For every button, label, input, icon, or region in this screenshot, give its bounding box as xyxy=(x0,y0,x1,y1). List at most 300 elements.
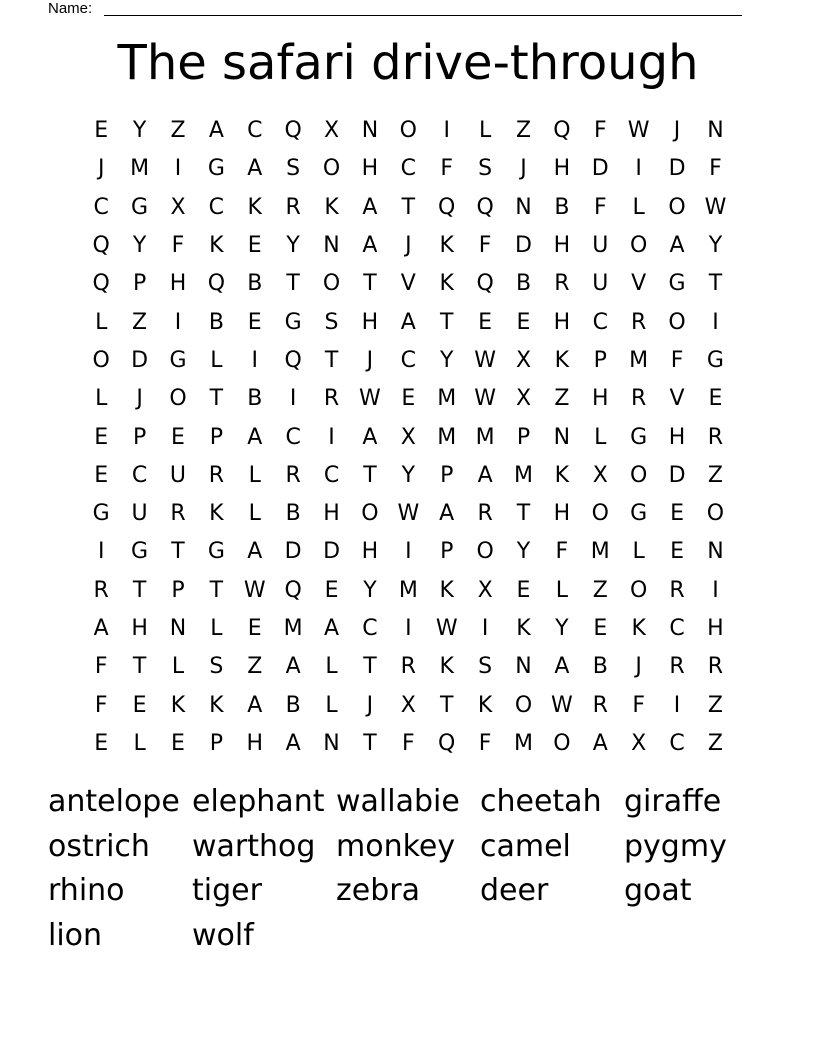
grid-letter[interactable]: Q xyxy=(476,194,494,220)
grid-letter[interactable]: B xyxy=(247,271,263,297)
grid-letter[interactable]: A xyxy=(592,730,608,756)
grid-letter[interactable]: Z xyxy=(132,309,148,335)
grid-letter[interactable]: R xyxy=(285,194,301,220)
grid-letter[interactable]: I xyxy=(481,616,489,641)
grid-letter[interactable]: T xyxy=(171,539,185,565)
grid-letter[interactable]: V xyxy=(400,271,416,297)
grid-letter[interactable]: K xyxy=(439,577,454,603)
grid-letter[interactable]: K xyxy=(209,692,224,718)
grid-letter[interactable]: R xyxy=(631,309,647,335)
grid-letter[interactable]: E xyxy=(708,386,723,412)
grid-letter[interactable]: O xyxy=(514,692,533,718)
grid-letter[interactable]: W xyxy=(551,692,573,718)
grid-letter[interactable]: E xyxy=(247,233,262,259)
grid-letter[interactable]: M xyxy=(437,386,457,412)
grid-letter[interactable]: W xyxy=(627,118,650,144)
grid-letter[interactable]: L xyxy=(594,424,607,450)
grid-letter[interactable]: M xyxy=(475,424,495,450)
grid-letter[interactable]: A xyxy=(247,424,263,450)
grid-letter[interactable]: Q xyxy=(438,730,456,756)
grid-letter[interactable]: R xyxy=(323,386,340,412)
grid-letter[interactable]: Z xyxy=(592,577,608,603)
grid-letter[interactable]: I xyxy=(405,539,412,565)
grid-letter[interactable]: Z xyxy=(707,730,723,756)
grid-letter[interactable]: A xyxy=(362,424,378,450)
grid-letter[interactable]: I xyxy=(443,118,450,144)
grid-letter[interactable]: O xyxy=(322,156,341,182)
grid-letter[interactable]: O xyxy=(169,386,187,412)
grid-letter[interactable]: I xyxy=(673,692,681,718)
grid-letter[interactable]: X xyxy=(515,386,532,412)
grid-letter[interactable]: B xyxy=(208,309,224,335)
grid-letter[interactable]: O xyxy=(668,309,686,335)
grid-letter[interactable]: L xyxy=(478,118,492,144)
grid-letter[interactable]: A xyxy=(439,501,455,527)
grid-letter[interactable]: F xyxy=(440,156,454,182)
grid-letter[interactable]: G xyxy=(630,424,648,450)
grid-letter[interactable]: J xyxy=(635,654,642,680)
grid-letter[interactable]: X xyxy=(400,692,416,718)
grid-letter[interactable]: N xyxy=(553,424,571,450)
grid-letter[interactable]: D xyxy=(668,462,686,488)
grid-letter[interactable]: A xyxy=(362,233,378,259)
grid-letter[interactable]: I xyxy=(328,424,335,450)
grid-letter[interactable]: T xyxy=(209,577,224,603)
grid-letter[interactable]: M xyxy=(283,616,303,641)
grid-letter[interactable]: Z xyxy=(707,692,723,718)
grid-letter[interactable]: N xyxy=(323,233,340,259)
grid-letter[interactable]: R xyxy=(477,501,493,527)
word-list-item: wolf xyxy=(192,917,254,953)
word-list-item: tiger xyxy=(192,873,262,908)
grid-letter[interactable]: P xyxy=(209,730,223,756)
grid-letter[interactable]: N xyxy=(515,194,532,220)
grid-letter[interactable]: J xyxy=(366,692,374,718)
grid-letter[interactable]: O xyxy=(361,501,379,527)
grid-letter[interactable]: Z xyxy=(247,654,263,680)
grid-letter[interactable]: F xyxy=(478,233,492,259)
grid-letter[interactable]: A xyxy=(554,654,570,680)
grid-letter[interactable]: E xyxy=(516,577,531,603)
grid-letter[interactable]: L xyxy=(210,616,223,641)
grid-letter[interactable]: L xyxy=(95,309,108,335)
grid-letter[interactable]: H xyxy=(323,501,340,527)
grid-letter[interactable]: F xyxy=(593,194,607,220)
grid-letter[interactable]: W xyxy=(359,386,381,412)
grid-letter[interactable]: G xyxy=(131,539,149,565)
grid-letter[interactable]: R xyxy=(707,424,724,450)
grid-letter[interactable]: O xyxy=(630,462,648,488)
grid-letter[interactable]: G xyxy=(630,501,648,527)
word-list-item: giraffe xyxy=(624,784,722,819)
grid-letter[interactable]: N xyxy=(707,118,724,144)
grid-letter[interactable]: L xyxy=(95,386,108,412)
grid-letter[interactable]: X xyxy=(592,462,608,488)
grid-letter[interactable]: O xyxy=(92,347,110,373)
grid-letter[interactable]: G xyxy=(131,194,149,220)
grid-letter[interactable]: K xyxy=(631,616,646,641)
grid-letter[interactable]: E xyxy=(171,730,185,756)
grid-letter[interactable]: F xyxy=(94,654,108,680)
grid-letter[interactable]: M xyxy=(130,156,150,182)
grid-letter[interactable]: X xyxy=(515,347,532,373)
grid-letter[interactable]: M xyxy=(590,539,610,565)
grid-letter[interactable]: G xyxy=(284,309,302,335)
grid-letter[interactable]: Y xyxy=(363,577,377,603)
grid-letter[interactable]: O xyxy=(553,730,571,756)
grid-letter[interactable]: D xyxy=(284,539,302,565)
grid-letter[interactable]: H xyxy=(131,616,148,641)
grid-letter[interactable]: E xyxy=(247,616,262,641)
page-title: The safari drive-through xyxy=(117,35,699,91)
grid-letter[interactable]: S xyxy=(478,156,493,182)
grid-letter[interactable]: Y xyxy=(401,462,416,488)
grid-letter[interactable]: O xyxy=(399,118,417,144)
grid-letter[interactable]: N xyxy=(515,654,532,680)
grid-letter[interactable]: Z xyxy=(515,118,532,144)
grid-letter[interactable]: I xyxy=(97,539,105,565)
grid-letter[interactable]: X xyxy=(324,118,340,144)
grid-letter[interactable]: U xyxy=(592,233,609,259)
grid-letter[interactable]: Q xyxy=(92,233,110,259)
grid-letter[interactable]: E xyxy=(401,386,416,412)
grid-letter[interactable]: R xyxy=(631,386,647,412)
grid-letter[interactable]: L xyxy=(555,577,569,603)
grid-letter[interactable]: B xyxy=(285,692,301,718)
grid-letter[interactable]: W xyxy=(474,386,496,412)
grid-letter[interactable]: C xyxy=(400,156,416,182)
grid-letter[interactable]: F xyxy=(593,118,607,144)
grid-letter[interactable]: Z xyxy=(170,118,186,144)
grid-letter[interactable]: L xyxy=(171,654,185,680)
grid-letter[interactable]: F xyxy=(670,347,684,373)
grid-letter[interactable]: T xyxy=(286,271,300,297)
grid-letter[interactable]: T xyxy=(132,577,147,603)
grid-letter[interactable]: E xyxy=(171,424,185,450)
grid-letter[interactable]: L xyxy=(632,539,645,565)
grid-letter[interactable]: L xyxy=(248,462,261,488)
grid-letter[interactable]: Q xyxy=(438,194,456,220)
grid-letter[interactable]: L xyxy=(325,654,338,680)
grid-letter[interactable]: Q xyxy=(553,118,571,144)
grid-letter[interactable]: W xyxy=(474,347,496,373)
grid-letter[interactable]: U xyxy=(169,462,187,488)
grid-letter[interactable]: D xyxy=(591,156,609,182)
grid-letter[interactable]: R xyxy=(400,654,416,680)
grid-letter[interactable]: L xyxy=(248,501,261,527)
grid-letter[interactable]: E xyxy=(94,462,109,488)
grid-letter[interactable]: T xyxy=(363,730,377,756)
grid-letter[interactable]: Y xyxy=(132,118,147,144)
grid-letter[interactable]: O xyxy=(591,501,609,527)
grid-letter[interactable]: R xyxy=(93,577,109,603)
word-list-item: lion xyxy=(48,917,103,953)
grid-letter[interactable]: Q xyxy=(476,271,494,297)
grid-letter[interactable]: R xyxy=(554,271,570,297)
grid-letter[interactable]: D xyxy=(668,156,686,182)
grid-letter[interactable]: H xyxy=(361,309,379,335)
grid-letter[interactable]: A xyxy=(285,654,301,680)
grid-letter[interactable]: A xyxy=(208,118,224,144)
grid-letter[interactable]: Q xyxy=(92,271,110,297)
grid-letter[interactable]: C xyxy=(285,424,301,450)
grid-letter[interactable]: O xyxy=(706,501,725,527)
grid-letter[interactable]: G xyxy=(207,539,225,565)
grid-letter[interactable]: A xyxy=(669,233,685,259)
grid-letter[interactable]: N xyxy=(323,730,340,756)
grid-letter[interactable]: K xyxy=(477,692,493,718)
grid-letter[interactable]: K xyxy=(554,347,570,373)
grid-letter[interactable]: C xyxy=(362,616,378,641)
grid-letter[interactable]: O xyxy=(668,194,686,220)
grid-letter[interactable]: H xyxy=(707,616,724,641)
grid-letter[interactable]: T xyxy=(324,347,339,373)
grid-letter[interactable]: A xyxy=(285,730,301,756)
grid-letter[interactable]: Q xyxy=(207,271,226,297)
grid-letter[interactable]: E xyxy=(94,118,109,144)
grid-letter[interactable]: H xyxy=(553,309,571,335)
grid-letter[interactable]: A xyxy=(362,194,378,220)
grid-letter[interactable]: X xyxy=(631,730,647,756)
word-search-grid xyxy=(82,112,735,763)
grid-letter[interactable]: T xyxy=(132,654,147,680)
grid-letter[interactable]: P xyxy=(209,424,223,450)
grid-letter[interactable]: Q xyxy=(284,118,302,144)
grid-letter[interactable]: H xyxy=(592,386,609,412)
word-list-item: pygmy xyxy=(624,828,727,864)
word-list-item: wallabie xyxy=(336,784,460,819)
grid-letter[interactable]: I xyxy=(174,156,182,182)
grid-letter[interactable]: K xyxy=(439,654,454,680)
grid-letter[interactable]: A xyxy=(247,539,263,565)
grid-letter[interactable]: R xyxy=(669,654,685,680)
grid-letter[interactable]: L xyxy=(325,692,338,718)
grid-letter[interactable]: C xyxy=(669,730,685,756)
grid-letter[interactable]: J xyxy=(97,156,105,182)
grid-letter[interactable]: L xyxy=(210,347,223,373)
grid-letter[interactable]: N xyxy=(169,616,187,641)
grid-letter[interactable]: H xyxy=(668,424,686,450)
grid-letter[interactable]: J xyxy=(520,156,527,182)
grid-letter[interactable]: R xyxy=(669,577,685,603)
grid-letter[interactable]: E xyxy=(670,539,684,565)
grid-letter[interactable]: M xyxy=(514,730,533,756)
grid-letter[interactable]: E xyxy=(670,501,684,527)
grid-letter[interactable]: P xyxy=(440,539,454,565)
grid-letter[interactable]: P xyxy=(132,271,147,297)
grid-letter[interactable]: C xyxy=(131,462,148,488)
grid-letter[interactable]: Y xyxy=(439,347,454,373)
grid-letter[interactable]: E xyxy=(94,730,109,756)
grid-letter[interactable]: W xyxy=(243,577,266,603)
grid-letter[interactable]: D xyxy=(515,233,532,259)
grid-letter[interactable]: M xyxy=(514,462,533,488)
grid-letter[interactable]: A xyxy=(324,616,340,641)
grid-letter[interactable]: M xyxy=(437,424,457,450)
grid-letter[interactable]: H xyxy=(246,730,264,756)
grid-letter[interactable]: I xyxy=(174,309,182,335)
grid-letter[interactable]: H xyxy=(361,156,379,182)
grid-letter[interactable]: K xyxy=(439,233,454,259)
grid-letter[interactable]: K xyxy=(554,462,570,488)
grid-letter[interactable]: F xyxy=(632,692,645,718)
grid-letter[interactable]: T xyxy=(363,654,377,680)
grid-letter[interactable]: X xyxy=(400,424,416,450)
grid-letter[interactable]: L xyxy=(133,730,146,756)
grid-letter[interactable]: R xyxy=(707,654,724,680)
grid-letter[interactable]: C xyxy=(323,462,340,488)
grid-letter[interactable]: R xyxy=(208,462,225,488)
grid-letter[interactable]: E xyxy=(132,692,147,718)
grid-letter[interactable]: A xyxy=(247,156,263,182)
grid-letter[interactable]: X xyxy=(170,194,186,220)
grid-letter[interactable]: E xyxy=(247,309,262,335)
grid-letter[interactable]: H xyxy=(361,539,379,565)
grid-letter[interactable]: F xyxy=(478,730,492,756)
grid-letter[interactable]: K xyxy=(516,616,531,641)
grid-letter[interactable]: N xyxy=(361,118,379,144)
grid-letter[interactable]: W xyxy=(435,616,458,641)
grid-letter[interactable]: A xyxy=(93,616,109,641)
grid-letter[interactable]: J xyxy=(366,347,374,373)
grid-letter[interactable]: G xyxy=(668,271,686,297)
grid-letter[interactable]: F xyxy=(94,692,108,718)
grid-letter[interactable]: T xyxy=(439,692,454,718)
grid-letter[interactable]: O xyxy=(630,577,648,603)
grid-letter[interactable]: C xyxy=(669,616,685,641)
grid-letter[interactable]: A xyxy=(400,309,416,335)
grid-letter[interactable]: I xyxy=(251,347,258,373)
grid-letter[interactable]: Y xyxy=(516,539,531,565)
grid-letter[interactable]: U xyxy=(592,271,609,297)
grid-letter[interactable]: Y xyxy=(708,233,723,259)
grid-letter[interactable]: T xyxy=(439,309,454,335)
grid-letter[interactable]: Y xyxy=(132,233,147,259)
grid-letter[interactable]: E xyxy=(478,309,493,335)
grid-letter[interactable]: E xyxy=(593,616,608,641)
grid-letter[interactable]: I xyxy=(289,386,297,412)
grid-letter[interactable]: S xyxy=(209,654,224,680)
grid-letter[interactable]: K xyxy=(170,692,186,718)
grid-letter[interactable]: P xyxy=(171,577,185,603)
grid-letter[interactable]: T xyxy=(363,462,377,488)
grid-letter[interactable]: C xyxy=(592,309,608,335)
grid-letter[interactable]: G xyxy=(92,501,110,527)
grid-letter[interactable]: T xyxy=(516,501,531,527)
grid-letter[interactable]: Y xyxy=(555,616,569,641)
grid-letter[interactable]: O xyxy=(476,539,494,565)
grid-letter[interactable]: W xyxy=(397,501,420,527)
grid-letter[interactable]: R xyxy=(285,462,301,488)
grid-letter[interactable]: M xyxy=(398,577,418,603)
grid-letter[interactable]: T xyxy=(363,271,377,297)
grid-letter[interactable]: G xyxy=(706,347,724,373)
grid-letter[interactable]: J xyxy=(673,118,681,144)
grid-letter[interactable]: P xyxy=(440,462,454,488)
grid-letter[interactable]: B xyxy=(247,386,263,412)
grid-letter[interactable]: K xyxy=(324,194,339,220)
grid-letter[interactable]: C xyxy=(247,118,263,144)
name-field xyxy=(48,0,742,18)
grid-letter[interactable]: I xyxy=(635,156,642,182)
grid-letter[interactable]: U xyxy=(131,501,148,527)
grid-letter[interactable]: F xyxy=(171,233,185,259)
grid-letter[interactable]: F xyxy=(401,730,415,756)
grid-letter[interactable]: H xyxy=(169,271,187,297)
grid-letter[interactable]: J xyxy=(136,386,143,412)
grid-letter[interactable]: S xyxy=(286,156,301,182)
grid-letter[interactable]: F xyxy=(555,539,569,565)
grid-letter[interactable]: C xyxy=(208,194,225,220)
grid-letter[interactable]: V xyxy=(669,386,685,412)
grid-letter[interactable]: O xyxy=(322,271,341,297)
grid-letter[interactable]: K xyxy=(209,501,224,527)
grid-letter[interactable]: Z xyxy=(554,386,570,412)
grid-letter[interactable]: D xyxy=(131,347,149,373)
grid-letter[interactable]: P xyxy=(516,424,531,450)
grid-letter[interactable]: G xyxy=(169,347,187,373)
grid-letter[interactable]: N xyxy=(707,539,724,565)
grid-letter[interactable]: E xyxy=(94,424,109,450)
grid-letter[interactable]: Y xyxy=(286,233,300,259)
grid-letter[interactable]: B xyxy=(285,501,301,527)
grid-letter[interactable]: K xyxy=(439,271,454,297)
grid-letter[interactable]: H xyxy=(553,156,571,182)
grid-letter[interactable]: W xyxy=(704,194,727,220)
grid-letter[interactable]: A xyxy=(477,462,493,488)
grid-letter[interactable]: G xyxy=(207,156,225,182)
grid-letter[interactable]: R xyxy=(592,692,608,718)
grid-letter[interactable]: Z xyxy=(707,462,723,488)
grid-letter[interactable]: I xyxy=(405,616,412,641)
grid-letter[interactable]: B xyxy=(515,271,532,297)
grid-letter[interactable]: F xyxy=(709,156,722,182)
word-list-item: ostrich xyxy=(48,828,150,864)
grid-letter[interactable]: P xyxy=(593,347,607,373)
grid-letter[interactable]: I xyxy=(712,309,719,335)
grid-letter[interactable]: T xyxy=(401,194,416,220)
grid-letter[interactable]: E xyxy=(516,309,531,335)
grid-letter[interactable]: C xyxy=(93,194,109,220)
grid-letter[interactable]: H xyxy=(553,233,571,259)
grid-letter[interactable]: V xyxy=(631,271,647,297)
grid-letter[interactable]: K xyxy=(209,233,224,259)
grid-letter[interactable]: H xyxy=(553,501,571,527)
grid-letter[interactable]: I xyxy=(712,577,719,603)
grid-letter[interactable]: L xyxy=(632,194,645,220)
grid-letter[interactable]: C xyxy=(400,347,416,373)
grid-letter[interactable]: T xyxy=(209,386,224,412)
grid-letter[interactable]: Q xyxy=(284,577,302,603)
grid-letter[interactable]: K xyxy=(247,194,262,220)
grid-letter[interactable]: E xyxy=(324,577,339,603)
grid-letter[interactable]: B xyxy=(592,654,608,680)
grid-letter[interactable]: D xyxy=(323,539,341,565)
grid-letter[interactable]: M xyxy=(629,347,649,373)
grid-letter[interactable]: Q xyxy=(284,347,302,373)
grid-letter[interactable]: A xyxy=(247,692,263,718)
grid-letter[interactable]: B xyxy=(554,194,570,220)
grid-letter[interactable]: P xyxy=(132,424,147,450)
word-list-item: goat xyxy=(624,873,692,908)
grid-letter[interactable]: T xyxy=(708,271,723,297)
grid-letter[interactable]: J xyxy=(405,233,412,259)
grid-letter[interactable]: S xyxy=(324,309,339,335)
grid-letter[interactable]: R xyxy=(170,501,186,527)
grid-letter[interactable]: S xyxy=(478,654,493,680)
grid-letter[interactable]: O xyxy=(630,233,648,259)
grid-letter[interactable]: X xyxy=(477,577,493,603)
